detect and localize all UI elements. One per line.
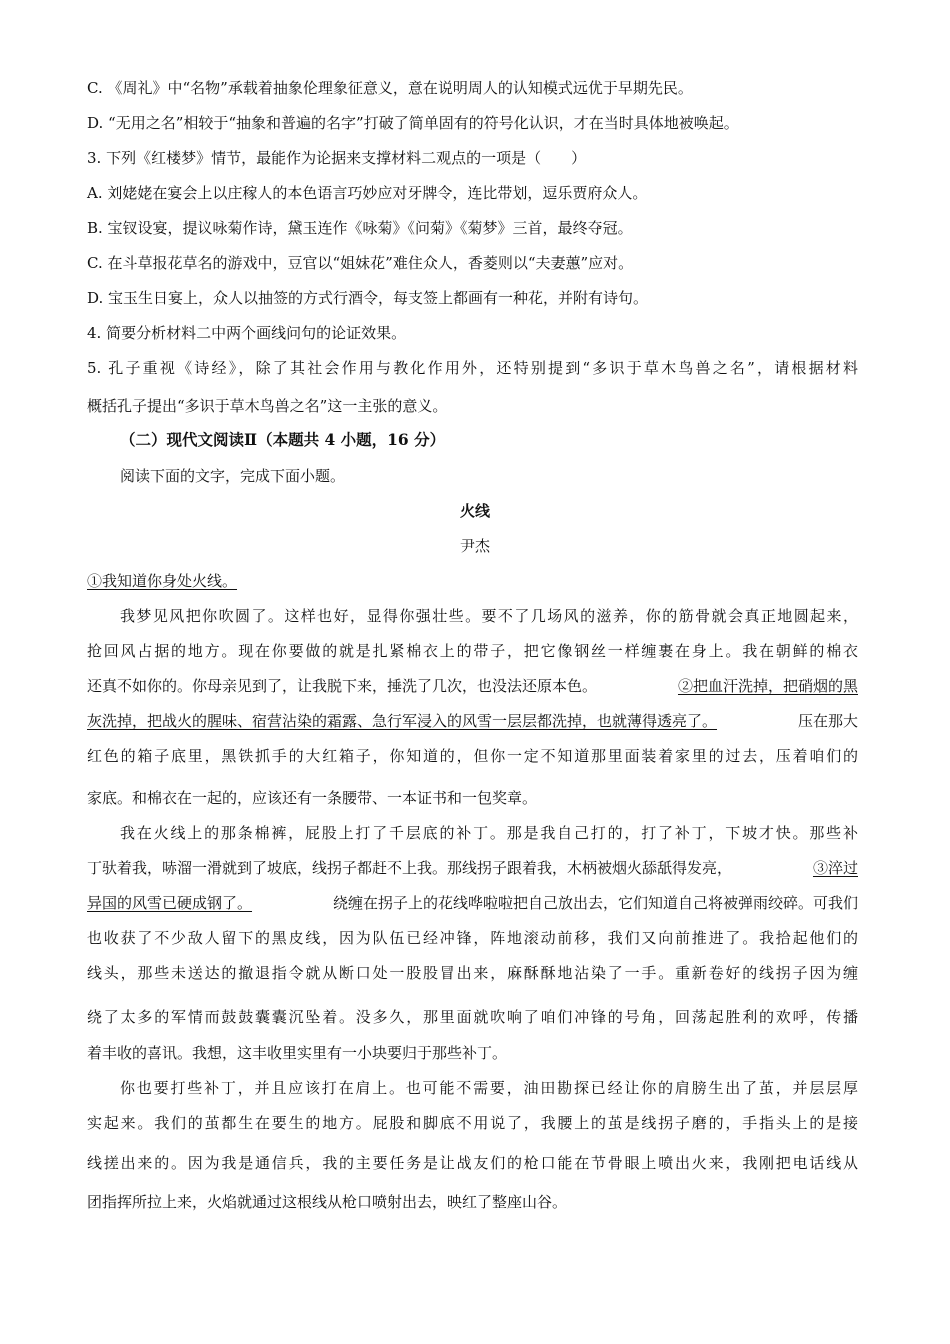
section-instruction: 阅读下面的文字，完成下面小题。 <box>120 467 346 485</box>
q3-stem: 3. 下列《红楼梦》情节，最能作为论据来支撑材料二观点的一项是（ ） <box>87 149 587 167</box>
p1-line3-text: 还真不如你的。你母亲见到了，让我脱下来，捶洗了几次，也没法还原本色。 <box>87 677 598 695</box>
p1-line4-text: 压在那大 <box>797 712 858 730</box>
p1-line4 <box>87 711 858 731</box>
p2-underlined-sentence-3-end: 异国的风雪已硬成钢了。 <box>87 894 253 912</box>
q5-stem-line2: 概括孔子提出“多识于草木鸟兽之名”这一主张的意义。 <box>87 397 448 415</box>
p2-underlined-sentence-3-start: ③淬过 <box>812 859 858 877</box>
p1-line1: 我梦见风把你吹圆了。这样也好，显得你强壮些。要不了几场风的滋养，你的筋骨就会真正地圆起来， <box>120 607 858 625</box>
p3-line3: 线搓出来的。因为我是通信兵，我的主要任务是让战友们的枪口能在节骨眼上喷出火来，我刚把电话线从 <box>87 1154 858 1172</box>
p1-underlined-sentence-2-end: 灰洗掉，把战火的腥味、宿营沾染的霜露、急行军浸入的风雪一层层都洗掉，也就薄得透亮了。 <box>87 712 718 730</box>
p2-line3-text: 绕缠在拐子上的花线哗啦啦把自己放出去，它们知道自己将被弹雨绞碎。可我们 <box>332 894 858 912</box>
p1-underlined-sentence-2-start: ②把血汗洗掉，把硝烟的黑 <box>677 677 858 695</box>
p1-line5: 红色的箱子底里，黑铁抓手的大红箱子，你知道的，但你一定不知道那里面装着家里的过去，压着咱们的 <box>87 747 858 765</box>
story-title: 火线 <box>459 502 490 520</box>
q3-option-a: A. 刘姥姥在宴会上以庄稼人的本色语言巧妙应对牙牌令，连比带划，逗乐贾府众人。 <box>87 184 648 202</box>
q5-stem-line1: 5. 孔子重视《诗经》，除了其社会作用与教化作用外，还特别提到“多识于草木鸟兽之名”，请根据材料 <box>87 359 858 377</box>
p2-line5: 线头，那些未送达的撤退指令就从断口处一股股冒出来，麻酥酥地沾染了一手。重新卷好的线拐子因为缠 <box>87 964 858 982</box>
p3-line2: 实起来。我们的茧都生在要生的地方。屁股和脚底不用说了，我腰上的茧是线拐子磨的，手指头上的是接 <box>87 1114 858 1132</box>
q3-option-b: B. 宝钗设宴，提议咏菊作诗，黛玉连作《咏菊》《问菊》《菊梦》三首，最终夺冠。 <box>87 219 633 237</box>
p2-line6: 绕了太多的军情而鼓鼓囊囊沉坠着。没多久，那里面就吹响了咱们冲锋的号角，回荡起胜利的欢呼，传播 <box>87 1008 858 1026</box>
story-author: 尹杰 <box>459 537 490 555</box>
q2-option-d: D. “无用之名”相较于“抽象和普遍的名字”打破了简单固有的符号化认识，才在当时具体地被唤起。 <box>87 114 739 132</box>
p3-line4: 团指挥所拉上来，火焰就通过这根线从枪口喷射出去，映红了整座山谷。 <box>87 1193 568 1211</box>
q4-stem: 4. 简要分析材料二中两个画线问句的论证效果。 <box>87 324 407 342</box>
section-heading: （二）现代文阅读Ⅱ（本题共 4 小题，16 分） <box>120 430 446 449</box>
p2-line1: 我在火线上的那条棉裤，屁股上打了千层底的补丁。那是我自己打的，打了补丁，下坡才快。那些补 <box>120 824 858 842</box>
p2-line2-text: 丁驮着我，哧溜一滑就到了坡底，线拐子都赶不上我。那线拐子跟着我，木柄被烟火舔舐得发亮， <box>87 859 733 877</box>
p2-line3 <box>87 893 858 913</box>
p1-line3 <box>87 676 858 696</box>
p1-line6: 家底。和棉衣在一起的，应该还有一条腰带、一本证书和一包奖章。 <box>87 789 538 807</box>
p1-line2: 抢回风占据的地方。现在你要做的就是扎紧棉衣上的带子，把它像钢丝一样缠裹在身上。我在朝鲜的棉衣 <box>87 642 858 660</box>
p2-line4: 也收获了不少敌人留下的黑皮线，因为队伍已经冲锋，阵地滚动前移，我们又向前推进了。我拾起他们的 <box>87 929 858 947</box>
p2-line7: 着丰收的喜讯。我想，这丰收里实里有一小块要归于那些补丁。 <box>87 1044 508 1062</box>
p3-line1: 你也要打些补丁，并且应该打在肩上。也可能不需要，油田勘探已经让你的肩膀生出了茧，并层层厚 <box>120 1079 858 1097</box>
story-sentence-1: ①我知道你身处火线。 <box>87 572 238 590</box>
q2-option-c: C. 《周礼》中“名物”承载着抽象伦理象征意义，意在说明周人的认知模式远优于早期先民。 <box>87 79 693 97</box>
q3-option-c: C. 在斗草报花草名的游戏中，豆官以“姐妹花”难住众人，香菱则以“夫妻蕙”应对。 <box>87 254 634 272</box>
q3-option-d: D. 宝玉生日宴上，众人以抽签的方式行酒令，每支签上都画有一种花，并附有诗句。 <box>87 289 649 307</box>
p2-line2 <box>87 858 858 878</box>
